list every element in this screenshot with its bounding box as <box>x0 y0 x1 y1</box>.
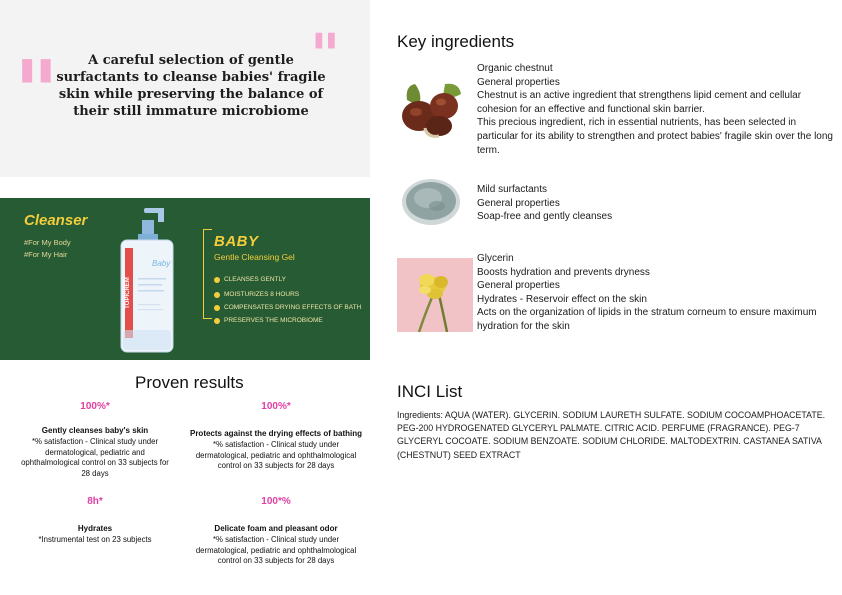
result-value: 100%* <box>261 401 291 412</box>
ingredient-glycerin: Glycerin Boosts hydration and prevents dryness General properties Hydrates - Reservoir effect on the skin Acts on the organization of lipids in the stratum corneum to ensure maximum hydration for the skin <box>477 252 837 334</box>
open-quote-icon: " <box>14 42 45 143</box>
result-heading: Delicate foam and pleasant odor <box>214 524 338 533</box>
benefit-item: COMPENSATES DRYING EFFECTS OF BATH <box>214 304 361 311</box>
ingredient-name: Organic chestnut <box>477 63 553 74</box>
ingredient-chestnut: Organic chestnut General properties Chestnut is an active ingredient that strengthens lipid cement and cellular cohesion for an effective and functional skin barrier. This precious ingredient, rich in essential nutrients, has been selected in particular for its ability to strengthen and protect babies' fragile skin over the long term. <box>477 62 837 157</box>
benefit-item: PRESERVES THE MICROBIOME <box>214 317 323 324</box>
quote-text: A careful selection of gentle surfactants to cleanse babies' fragile skin while preserving the balance of their still immature microbiome <box>56 53 326 120</box>
hashtag-hair: #For My Hair <box>24 250 68 259</box>
hashtag-body: #For My Body <box>24 238 71 247</box>
bullet-icon <box>214 292 220 298</box>
benefit-item: CLEANSES GENTLY <box>214 276 286 283</box>
result-body: *% satisfaction - Clinical study under dermatological, pediatric and ophthalmological control on 33 subjects for 28 days <box>195 440 357 471</box>
result-value: 100%* <box>80 401 110 412</box>
close-quote-icon: " <box>310 21 333 89</box>
inci-title: INCI List <box>397 382 463 401</box>
result-heading: Hydrates <box>77 524 113 533</box>
surfactant-cream-image <box>401 178 461 226</box>
result-value: 8h* <box>87 496 103 507</box>
glycerin-flower-image <box>397 258 473 332</box>
ingredient-surfactants: Mild surfactants General properties Soap-free and gently cleanses <box>477 183 837 224</box>
results-title: Proven results <box>135 373 244 392</box>
ingredient-name: Mild surfactants <box>477 184 548 195</box>
product-banner <box>0 198 370 360</box>
chestnut-image <box>397 76 469 140</box>
product-brand: BABY <box>214 233 259 250</box>
bottle-label: TOPICREM <box>125 277 131 309</box>
result-body: *Instrumental test on 23 subjects <box>38 535 152 544</box>
result-heading: Protects against the drying effects of bathing <box>189 429 363 438</box>
key-ingredients-title: Key ingredients <box>397 32 515 51</box>
ingredient-name: Glycerin <box>477 253 514 264</box>
bullet-icon <box>214 305 220 311</box>
bullet-icon <box>214 318 220 324</box>
benefit-item: MOISTURIZES 8 HOURS <box>214 291 299 298</box>
inci-text: Ingredients: AQUA (WATER). GLYCERIN. SODIUM LAURETH SULFATE. SODIUM COCOAMPHOACETATE. PEG-200 HYDROGENATED GLYCERYL PALMATE. CITRIC ACID. PERFUME (FRAGRANCE). PEG-7 GLYCERYL COCOATE. SODIUM BENZOATE. SODIUM CHLORIDE. MALTODEXTRIN. CASTANEA SATIVA (CHESTNUT) SEED EXTRACT <box>397 410 826 460</box>
quote-box <box>0 0 370 177</box>
result-heading: Gently cleanses baby's skin <box>41 426 149 435</box>
product-bottle-image <box>118 208 178 354</box>
result-body: *% satisfaction - Clinical study under dermatological, pediatric and ophthalmological control on 33 subjects for 28 days <box>21 437 169 478</box>
bullet-icon <box>214 277 220 283</box>
result-value: 100*% <box>261 496 291 507</box>
banner-title: Cleanser <box>24 212 88 229</box>
result-body: *% satisfaction - Clinical study under dermatological, pediatric and ophthalmological control on 33 subjects for 28 days <box>195 535 357 566</box>
product-name: Gentle Cleansing Gel <box>214 252 295 262</box>
benefit-bracket <box>203 229 212 319</box>
svg-text:Baby: Baby <box>152 259 171 268</box>
